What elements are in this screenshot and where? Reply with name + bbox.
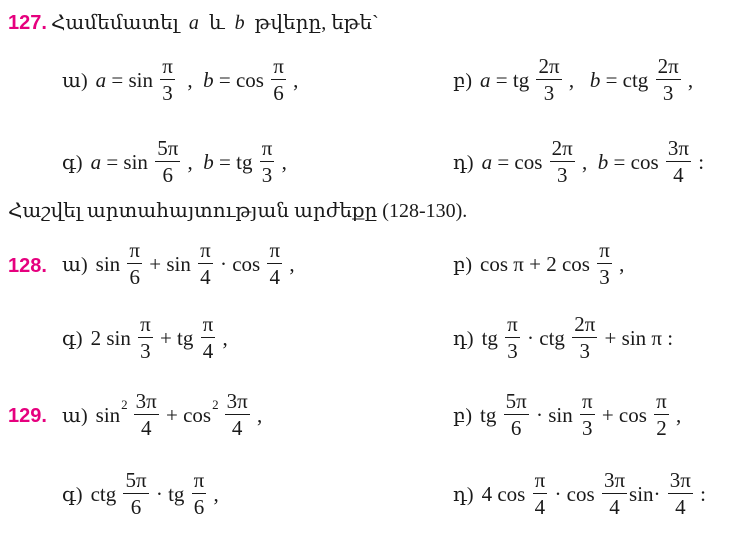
formula-text: , (670, 402, 682, 427)
formula-text: + tg (154, 325, 199, 350)
fraction-numerator: π (599, 238, 610, 262)
formula-text: = cos (608, 149, 664, 174)
problem-text-tail: թվերը, եթե` (254, 12, 379, 34)
problem-number: 128. (8, 255, 47, 277)
exponent: 2 (121, 397, 128, 412)
formula-text: tg (480, 402, 502, 427)
exercise-127b (453, 56, 693, 104)
variable: b (597, 149, 609, 174)
fraction-numerator: π (162, 54, 173, 78)
formula-text: , (287, 67, 299, 92)
fraction (267, 240, 282, 288)
fraction (597, 240, 612, 288)
formula-text: = sin (101, 149, 154, 174)
fraction-denominator: 3 (556, 163, 568, 187)
fraction (225, 391, 250, 439)
problem-number: 127. (8, 12, 47, 34)
formula-text: 4 cos (481, 481, 531, 506)
item-label: ա) (62, 253, 88, 276)
fraction-denominator: 6 (193, 495, 205, 519)
fraction-numerator: 5π (125, 468, 147, 492)
formula-text: + cos (160, 402, 212, 427)
fraction (271, 56, 286, 104)
fraction-denominator: 3 (579, 339, 590, 363)
formula-text: = tg (490, 67, 535, 92)
formula-text: sin (95, 251, 126, 276)
fraction-numerator: 2π (551, 136, 573, 160)
fraction (138, 314, 153, 362)
formula-text: · tg (150, 481, 190, 506)
item-label: դ) (453, 327, 474, 350)
fraction (666, 138, 691, 186)
exercise-129d (453, 470, 706, 518)
item-label: բ) (453, 404, 473, 427)
problem-127-header (8, 10, 379, 35)
formula-text: + sin (144, 251, 197, 276)
item-label: գ) (62, 483, 83, 506)
fraction-numerator: 5π (157, 136, 179, 160)
fraction (550, 138, 575, 186)
fraction (260, 138, 275, 186)
fraction-numerator: π (656, 389, 667, 413)
variable-b: b (234, 12, 245, 34)
fraction-denominator: 6 (273, 81, 284, 105)
formula-text: , (182, 149, 204, 174)
fraction (198, 240, 213, 288)
fraction-numerator: 3π (226, 389, 248, 413)
fraction-numerator: 2π (538, 54, 560, 78)
fraction-denominator: 3 (662, 81, 674, 105)
formula-text: + cos (596, 402, 653, 427)
problem-number: 129. (8, 405, 47, 427)
fraction-numerator: π (193, 468, 205, 492)
fraction-denominator: 6 (162, 163, 173, 187)
fraction-denominator: 6 (130, 495, 142, 519)
item-label: բ) (453, 253, 473, 276)
variable: a (481, 149, 493, 174)
fraction-numerator: π (507, 312, 518, 336)
fraction-numerator: 2π (657, 54, 679, 78)
fraction-denominator: 4 (200, 265, 211, 289)
fraction (505, 314, 520, 362)
fraction-denominator: 3 (507, 339, 518, 363)
fraction-denominator: 4 (269, 265, 281, 289)
formula-text: = ctg (600, 67, 654, 92)
formula-text: , (176, 67, 204, 92)
fraction-numerator: π (129, 238, 141, 262)
exercise-128c (62, 314, 228, 362)
formula-text: sin· (629, 481, 666, 506)
variable: a (95, 67, 107, 92)
item-label: ա) (62, 404, 88, 427)
item-label: դ) (453, 151, 474, 174)
fraction-denominator: 3 (140, 339, 151, 363)
fraction (134, 391, 159, 439)
fraction-numerator: 3π (135, 389, 157, 413)
variable: a (480, 67, 491, 92)
item-label: գ) (62, 151, 83, 174)
formula-text: 2 sin (90, 325, 137, 350)
fraction-denominator: 3 (582, 416, 593, 440)
exercise-127a (62, 56, 298, 104)
exponent: 2 (212, 397, 219, 412)
fraction (602, 470, 627, 518)
fraction-numerator: 3π (669, 468, 691, 492)
formula-text: tg (481, 325, 504, 350)
formula-text: , (682, 67, 694, 92)
fraction (654, 391, 669, 439)
fraction (536, 56, 561, 104)
formula-text: = sin (106, 67, 159, 92)
formula-text: cos π + 2 cos (480, 251, 596, 276)
fraction-denominator: 6 (510, 416, 522, 440)
fraction (580, 391, 595, 439)
fraction-denominator: 3 (543, 81, 555, 105)
formula-text: , (563, 67, 590, 92)
fraction-denominator: 2 (656, 416, 667, 440)
formula-text: = tg (213, 149, 258, 174)
item-label: դ) (453, 483, 474, 506)
problem-text: Համեմատել (50, 12, 179, 34)
fraction (656, 56, 681, 104)
fraction (160, 56, 175, 104)
problem-128-number (8, 255, 47, 278)
item-label: ա) (62, 69, 88, 92)
formula-text: · cos (549, 481, 600, 506)
exercise-128b (453, 240, 624, 288)
fraction-denominator: 3 (599, 265, 610, 289)
exercise-129a (62, 391, 262, 439)
fraction-denominator: 4 (231, 416, 243, 440)
fraction-numerator: 3π (603, 468, 626, 492)
fraction-numerator: π (261, 136, 273, 160)
exercise-129c (62, 470, 219, 518)
formula-text: = cos (213, 67, 270, 92)
formula-text: : (694, 481, 706, 506)
fraction (504, 391, 529, 439)
exercise-127c (62, 138, 287, 186)
formula-text: + sin π : (599, 325, 674, 350)
exercise-129b (453, 391, 681, 439)
fraction (127, 240, 142, 288)
fraction (123, 470, 148, 518)
formula-text: · cos (214, 251, 266, 276)
variable-a: a (188, 12, 199, 34)
formula-text: = cos (492, 149, 548, 174)
fraction-denominator: 4 (534, 495, 546, 519)
fraction-denominator: 6 (129, 265, 140, 289)
formula-text: ctg (90, 481, 122, 506)
section-heading: Հաշվել արտահայտության արժեքը (128-130). (8, 200, 468, 222)
fraction (572, 314, 597, 362)
fraction-denominator: 4 (609, 495, 620, 519)
fraction-denominator: 4 (140, 416, 152, 440)
conjunction: և (208, 12, 225, 34)
fraction-numerator: π (534, 468, 546, 492)
formula-text: , (284, 251, 295, 276)
formula-text: · ctg (521, 325, 571, 350)
formula-text: : (692, 149, 705, 174)
fraction-denominator: 4 (673, 163, 684, 187)
formula-text: , (217, 325, 228, 350)
fraction-numerator: π (200, 238, 211, 262)
variable: a (90, 149, 102, 174)
fraction-numerator: π (581, 389, 593, 413)
fraction (192, 470, 207, 518)
fraction (201, 314, 216, 362)
variable: b (589, 67, 601, 92)
item-label: բ) (453, 69, 473, 92)
item-label: գ) (62, 327, 83, 350)
exercise-128d (453, 314, 673, 362)
fraction-denominator: 4 (202, 339, 214, 363)
fraction-denominator: 3 (261, 163, 273, 187)
fraction-numerator: 5π (505, 389, 527, 413)
fraction-numerator: 2π (574, 312, 596, 336)
formula-text: , (613, 251, 625, 276)
fraction-numerator: 3π (667, 136, 689, 160)
fraction (155, 138, 180, 186)
formula-text: sin (95, 402, 121, 427)
fraction (668, 470, 693, 518)
variable: b (203, 149, 214, 174)
formula-text: , (208, 481, 219, 506)
formula-text: , (576, 149, 598, 174)
problem-129-number (8, 405, 47, 428)
formula-text: , (251, 402, 263, 427)
exercise-127d (453, 138, 704, 186)
formula-text: , (276, 149, 287, 174)
fraction-numerator: π (202, 312, 214, 336)
fraction-numerator: π (273, 54, 284, 78)
fraction-denominator: 3 (162, 81, 173, 105)
formula-text: · sin (530, 402, 578, 427)
fraction (533, 470, 548, 518)
variable: b (203, 67, 214, 92)
fraction-numerator: π (140, 312, 151, 336)
fraction-denominator: 4 (675, 495, 686, 519)
fraction-numerator: π (269, 238, 281, 262)
exercise-128a (62, 240, 295, 288)
